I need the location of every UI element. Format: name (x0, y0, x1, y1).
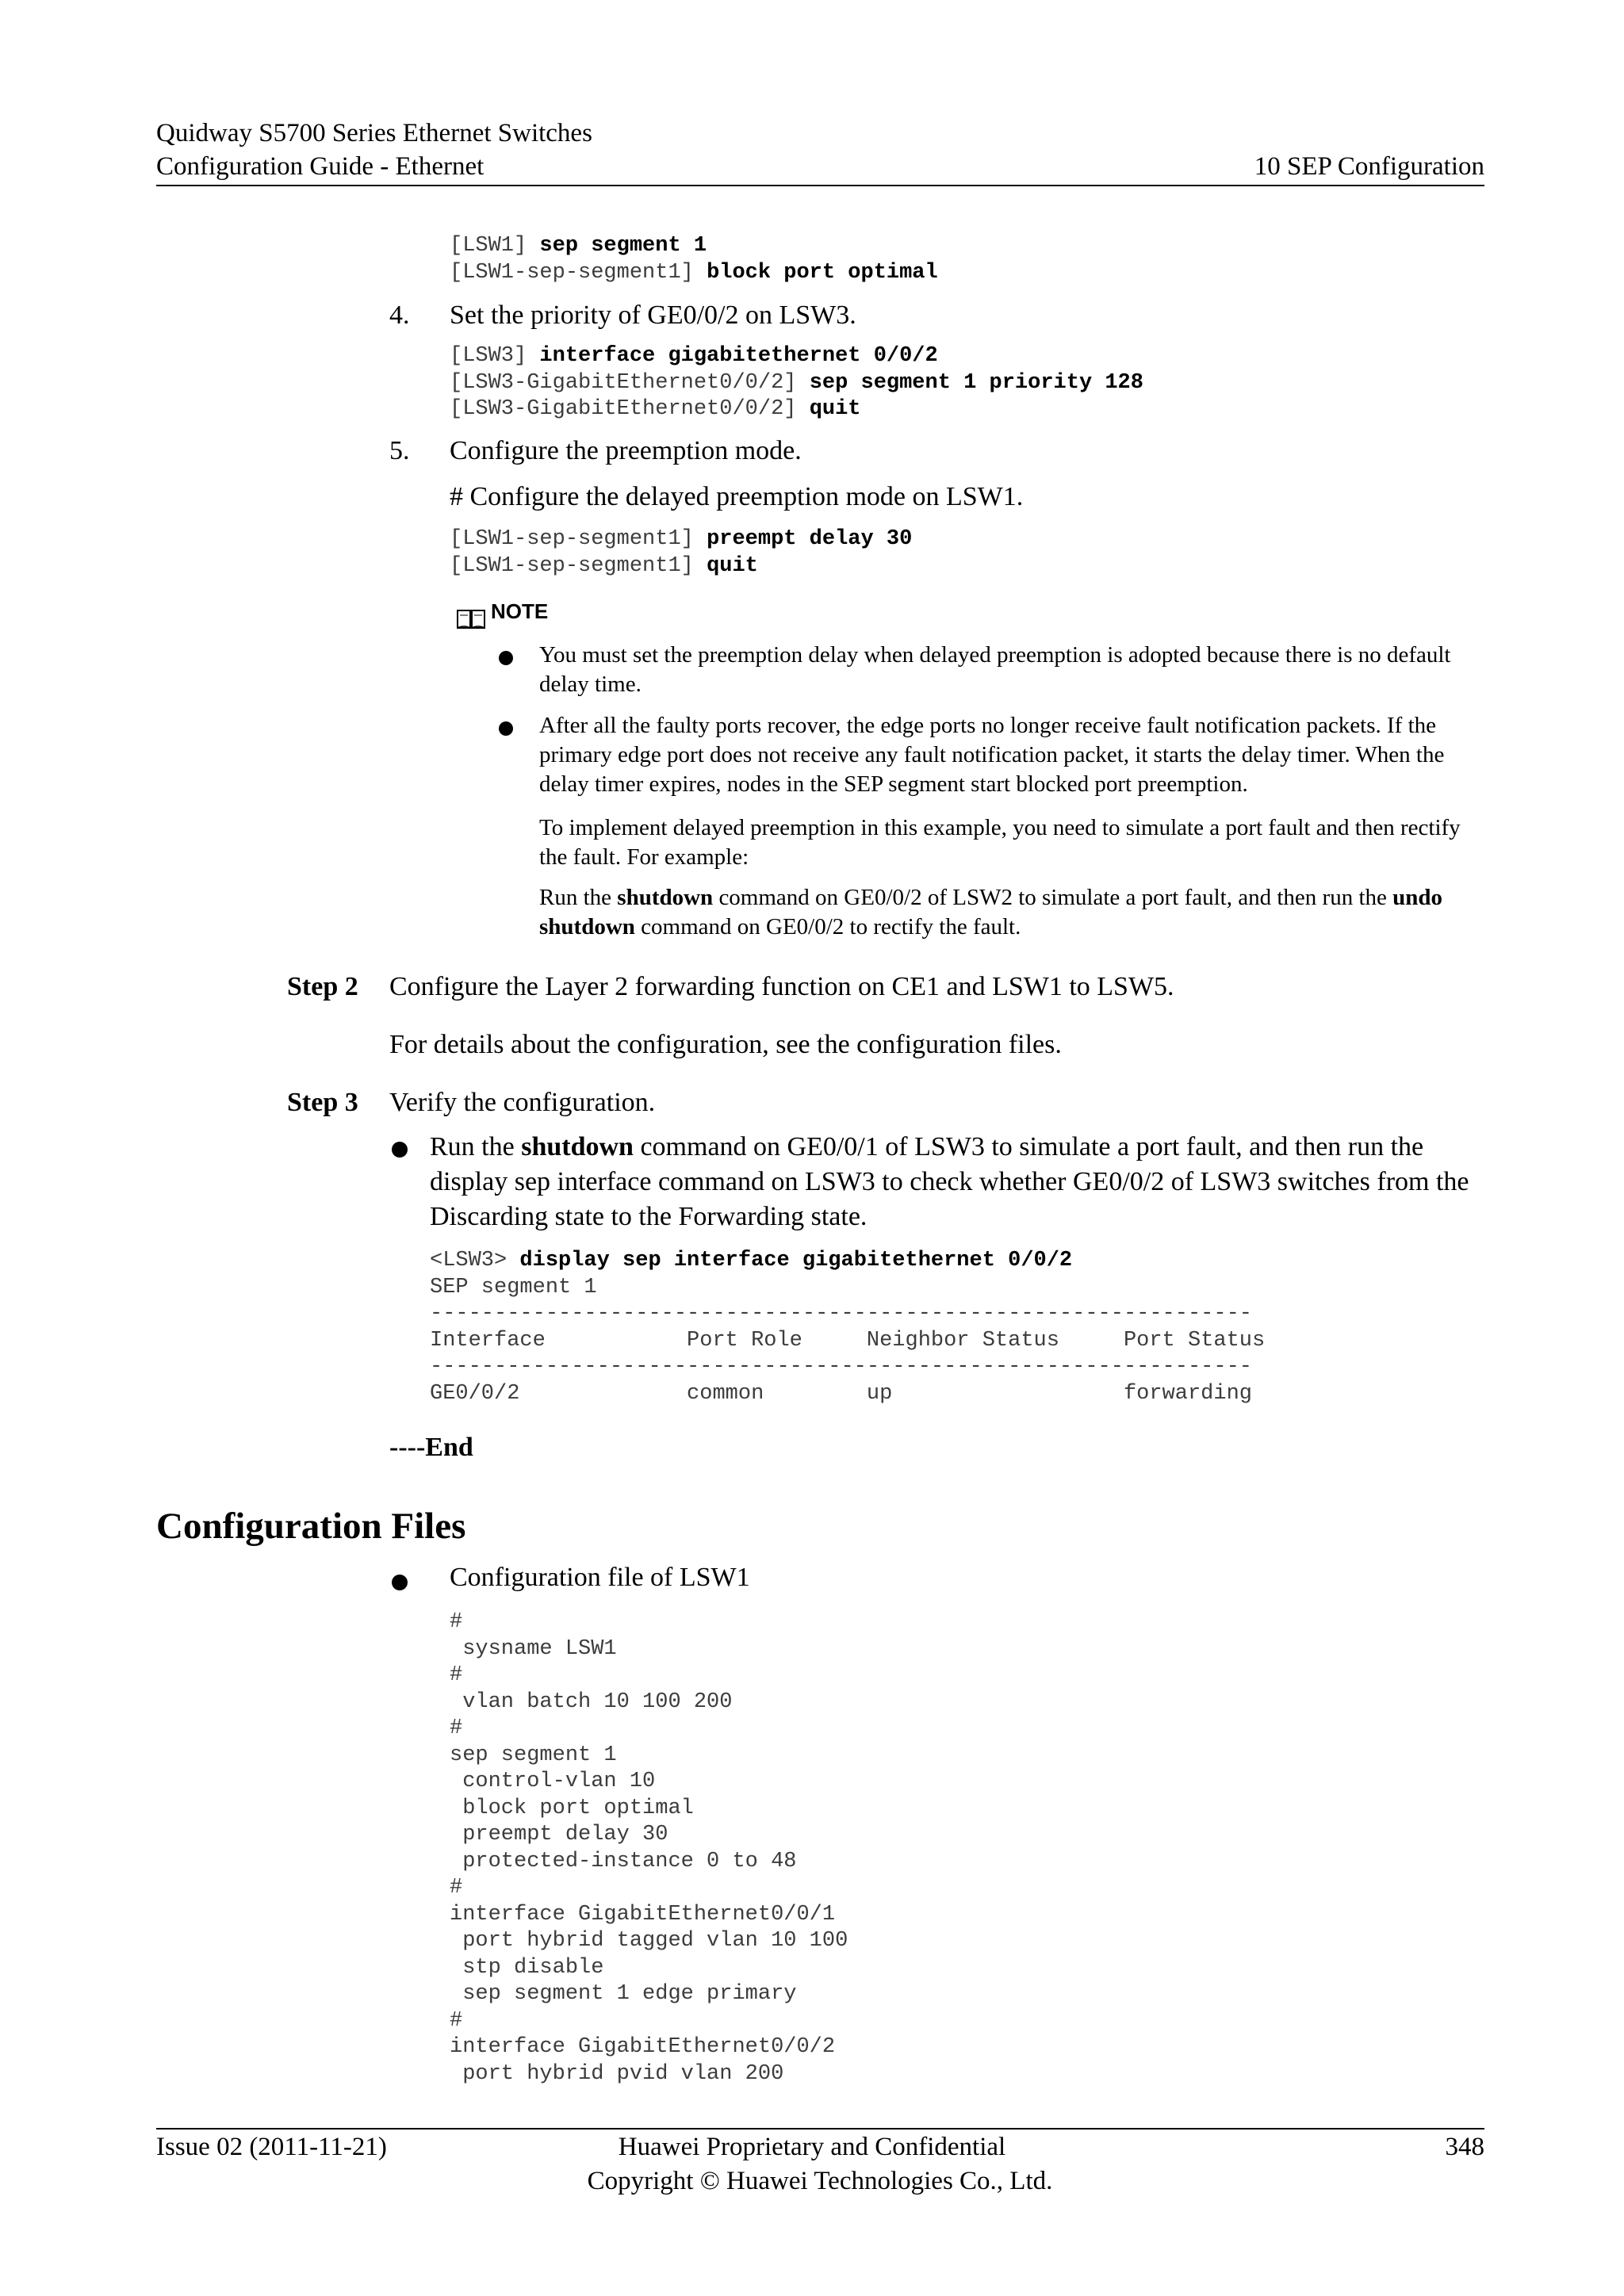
step-number: 5. (389, 436, 410, 465)
step-text: Configure the Layer 2 forwarding function on CE1 and LSW1 to LSW5. (389, 972, 1174, 1001)
code-line: stp disable (450, 1955, 604, 1980)
code-line: preempt delay 30 (450, 1823, 668, 1846)
code-command: sep segment 1 priority 128 (809, 370, 1143, 395)
code-separator: ---------------------------------------------------------------- (430, 1355, 1252, 1379)
code-line: interface GigabitEthernet0/0/1 (450, 1902, 836, 1927)
footer-rule (156, 2128, 1484, 2130)
code-line: # (450, 2008, 463, 2033)
text-run: command on GE0/0/1 of LSW3 to simulate a port fault, and then run the display sep interface command on LSW3 to check whether GE0/0/2 of LSW3 switches from the Discarding state to the Forwarding state. (430, 1132, 1469, 1231)
step-text: Set the priority of GE0/0/2 on LSW3. (450, 300, 856, 330)
code-line: # (450, 1876, 463, 1900)
code-prompt: [LSW1-sep-segment1] (450, 527, 707, 551)
code-line: port hybrid tagged vlan 10 100 (450, 1929, 848, 1953)
code-table-row: GE0/0/2 common up forwarding (430, 1381, 1252, 1406)
code-command: quit (809, 397, 861, 421)
end-marker: ----End (389, 1433, 473, 1462)
footer-copyright: Copyright © Huawei Technologies Co., Ltd. (587, 2167, 1053, 2195)
code-line: control-vlan 10 (450, 1770, 656, 1793)
note-bullet-2: After all the faulty ports recover, the edge ports no longer receive fault notification packets. If the primary edge port does not receive any fault notification packet, it starts the delay timer. When the delay timer expires, nodes in the SEP segment start blocked port preemption. (539, 713, 1445, 797)
keyword-undo-shutdown: undo shutdown (539, 885, 1443, 939)
code-command: interface gigabitethernet 0/0/2 (539, 344, 938, 368)
footer-confidential: Huawei Proprietary and Confidential (618, 2133, 1006, 2161)
code-table-header: Interface Port Role Neighbor Status Port Status (430, 1328, 1266, 1353)
text-run: command on GE0/0/2 to rectify the fault. (634, 914, 1021, 939)
code-prompt: [LSW3-GigabitEthernet0/0/2] (450, 370, 810, 395)
section-heading: Configuration Files (156, 1506, 466, 1547)
code-prompt: [LSW1-sep-segment1] (450, 553, 707, 578)
header-product: Quidway S5700 Series Ethernet Switches (156, 119, 592, 147)
code-line: vlan batch 10 100 200 (450, 1689, 733, 1714)
step-label: Step 2 (287, 972, 358, 1001)
code-prompt: [LSW1-sep-segment1] (450, 260, 707, 285)
text-run: command on GE0/0/2 of LSW2 to simulate a port fault, and then run the (713, 885, 1393, 910)
header-guide: Configuration Guide - Ethernet (156, 152, 485, 181)
step-subtext: For details about the configuration, see the configuration files. (389, 1030, 1062, 1059)
code-command: preempt delay 30 (707, 527, 913, 551)
code-command: quit (707, 553, 758, 578)
book-icon (450, 593, 480, 617)
header-rule (156, 185, 1484, 186)
code-line: sysname LSW1 (450, 1636, 617, 1661)
code-block-priority (450, 343, 1143, 423)
text-run: Run the (539, 885, 618, 910)
code-line: port hybrid pvid vlan 200 (450, 2061, 784, 2086)
step-text: Configure the preemption mode. (450, 436, 802, 465)
code-line: block port optimal (450, 1796, 694, 1820)
note-paragraph-2 (539, 883, 1483, 942)
code-separator: ---------------------------------------------------------------- (430, 1302, 1252, 1326)
page-number: 348 (1445, 2133, 1484, 2161)
code-line: sep segment 1 (450, 1743, 617, 1767)
code-block-display (430, 1248, 1265, 1407)
step-subtext: # Configure the delayed preemption mode on LSW1. (450, 482, 1024, 511)
note-paragraph-1: To implement delayed preemption in this example, you need to simulate a port fault and then rectify the fault. For example: (539, 815, 1461, 870)
code-block-segment (450, 233, 938, 286)
note-label: NOTE (491, 599, 549, 623)
code-line: # (450, 1716, 463, 1740)
step-text: Verify the configuration. (389, 1088, 656, 1117)
text-run: Run the (430, 1132, 522, 1161)
code-prompt: <LSW3> (430, 1249, 520, 1272)
code-line: # (450, 1663, 463, 1687)
keyword-shutdown: shutdown (521, 1132, 634, 1161)
code-line: interface GigabitEthernet0/0/2 (450, 2035, 836, 2059)
code-command: block port optimal (707, 260, 938, 285)
config-file-label: Configuration file of LSW1 (450, 1563, 750, 1592)
bullet (392, 1575, 408, 1590)
keyword-shutdown: shutdown (617, 885, 714, 910)
code-prompt: [LSW3-GigabitEthernet0/0/2] (450, 397, 810, 421)
bullet (499, 721, 513, 736)
config-file-code (450, 1609, 848, 2087)
code-line: protected-instance 0 to 48 (450, 1849, 797, 1873)
code-output: SEP segment 1 (430, 1275, 597, 1299)
code-prompt: [LSW3] (450, 344, 540, 368)
header-chapter: 10 SEP Configuration (1254, 152, 1484, 181)
code-command: display sep interface gigabitethernet 0/0/2 (519, 1249, 1073, 1272)
code-block-preempt (450, 526, 912, 580)
note-bullet-1: You must set the preemption delay when delayed preemption is adopted because there is no default delay time. (539, 642, 1451, 697)
step-number: 4. (389, 300, 410, 330)
code-line: sep segment 1 edge primary (450, 1982, 797, 2006)
step-label: Step 3 (287, 1088, 358, 1117)
bullet (499, 651, 513, 665)
code-command: sep segment 1 (539, 234, 707, 258)
bullet (392, 1142, 408, 1158)
code-line: # (450, 1610, 463, 1634)
footer-issue: Issue 02 (2011-11-21) (156, 2133, 387, 2161)
code-prompt: [LSW1] (450, 234, 540, 258)
verify-bullet (430, 1130, 1488, 1234)
